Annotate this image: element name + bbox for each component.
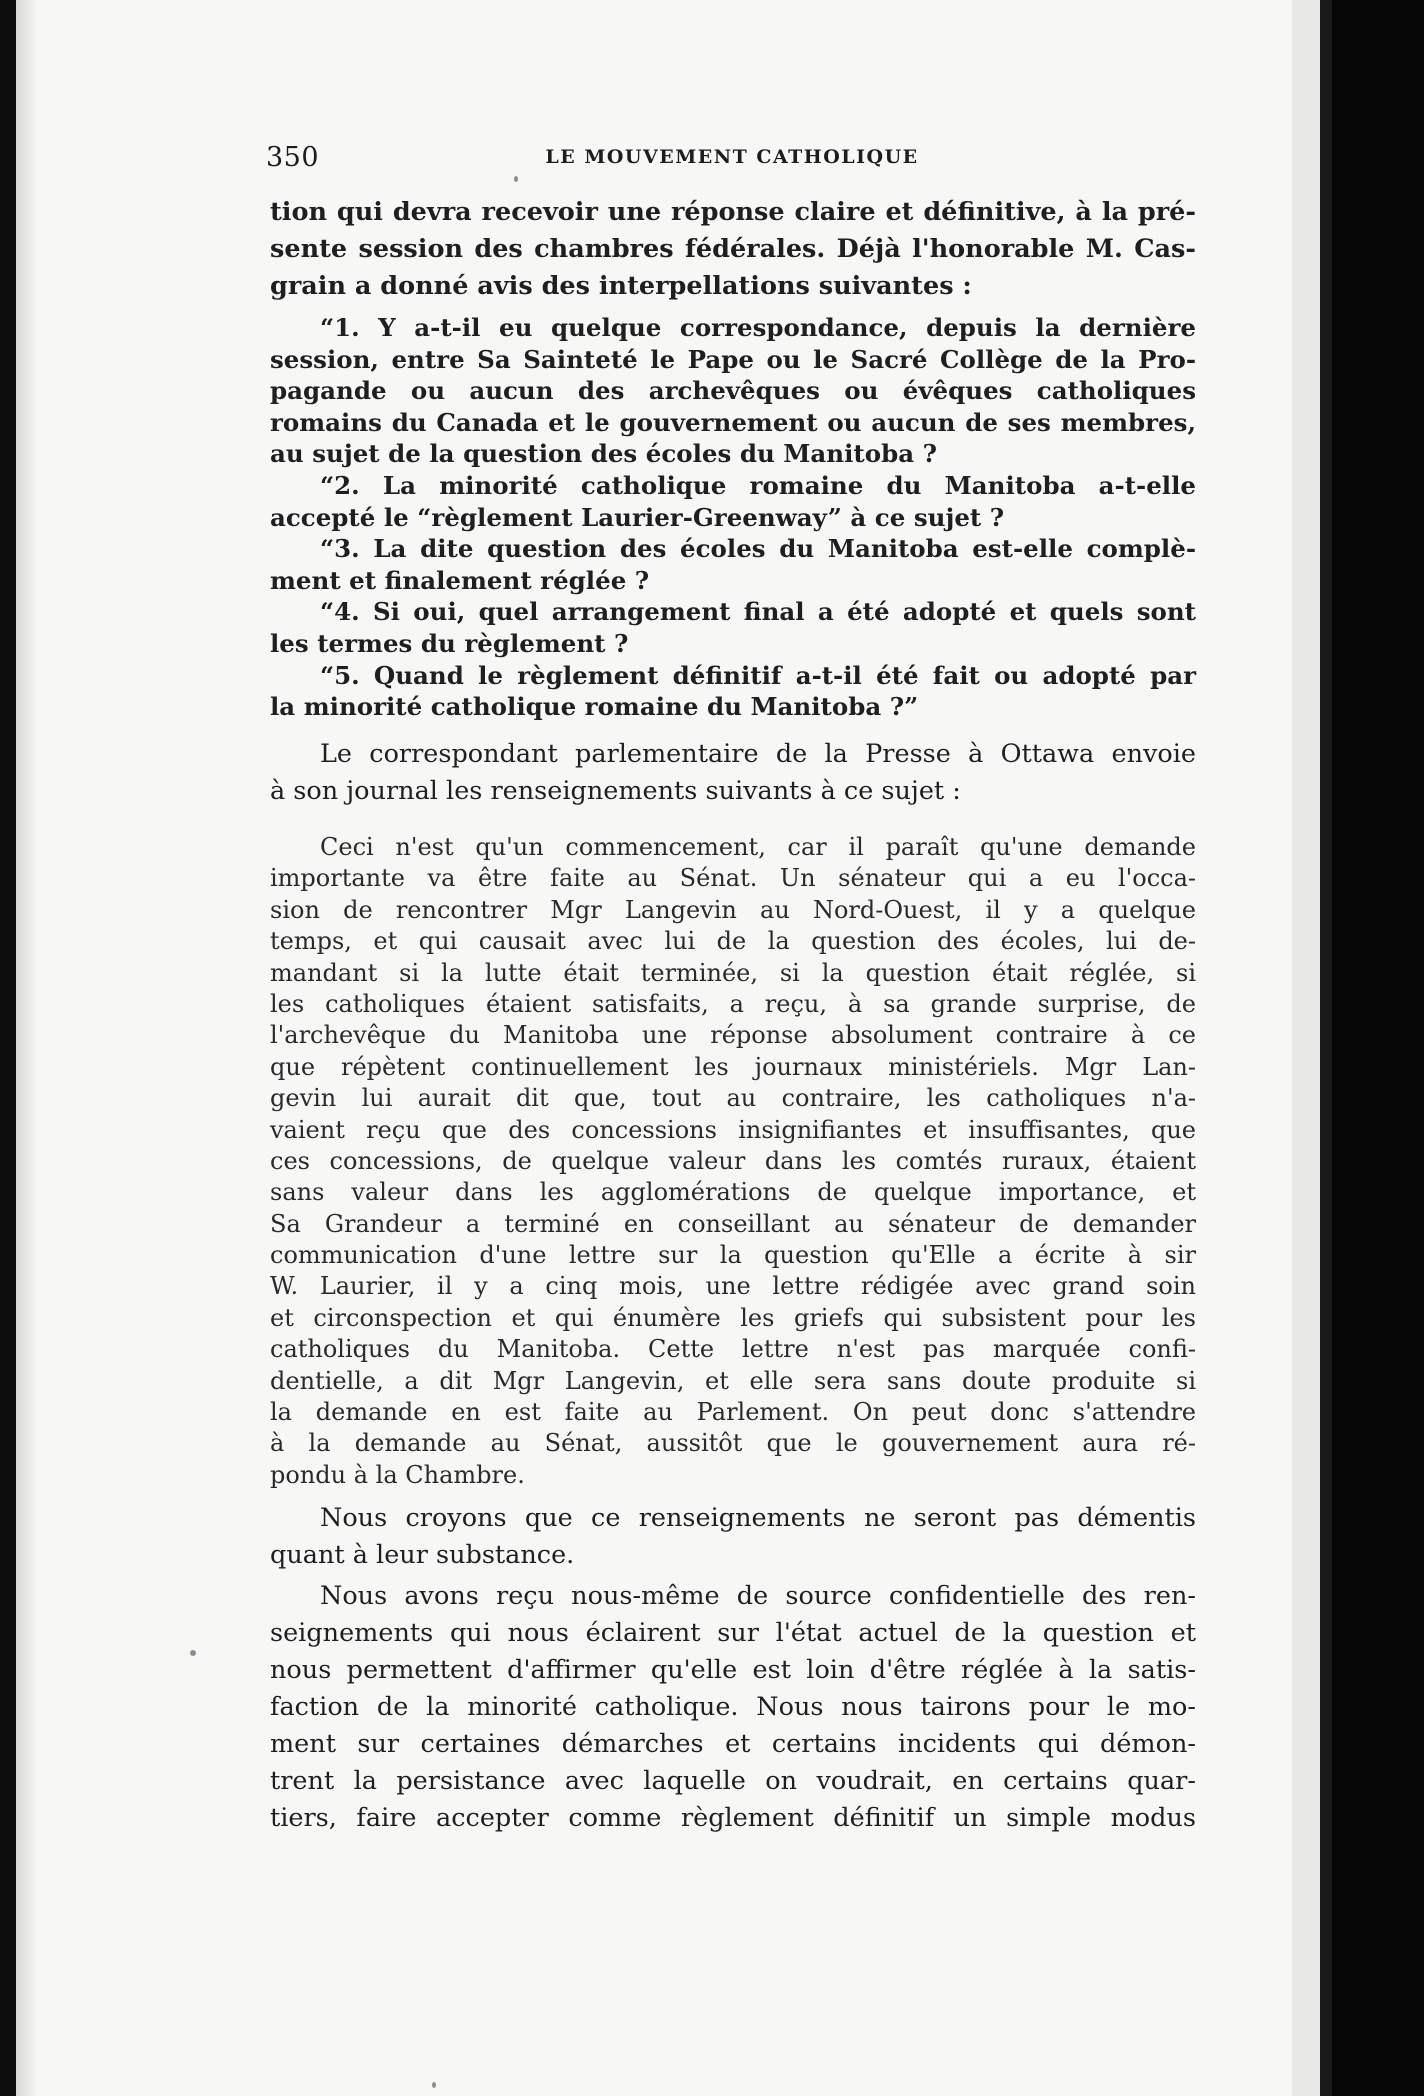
citation-line: sans valeur dans les agglomérations de quelque importance, et (270, 1178, 1196, 1207)
question-line: ment et finalement réglée ? (270, 565, 650, 595)
question-line: accepté le “règlement Laurier-Greenway” à ce sujet ? (270, 502, 1005, 532)
correspondent-paragraph (270, 736, 1196, 810)
belief-paragraph (270, 1500, 1196, 1574)
citation-line: importante va être faite au Sénat. Un sénateur qui a eu l'occa- (270, 864, 1196, 893)
question-line: au sujet de la question des écoles du Manitoba ? (270, 439, 937, 469)
citation-line: l'archevêque du Manitoba une réponse absolument contraire à ce (270, 1021, 1196, 1050)
question-line: la minorité catholique romaine du Manitoba ?” (270, 692, 919, 722)
page-number: 350 (266, 142, 320, 173)
citation-line: mandant si la lutte était terminée, si la question était réglée, si (270, 958, 1196, 987)
citation-line: à la demande au Sénat, aussitôt que le gouvernement aura ré- (270, 1429, 1196, 1458)
paper-speck (432, 2082, 436, 2088)
question-line: “3. La dite question des écoles du Manitoba est-elle complè- (320, 534, 1196, 564)
intro-paragraph (270, 194, 1196, 305)
interpellations-list (270, 312, 1196, 723)
text-line: grain a donné avis des interpellations suivantes : (270, 271, 972, 301)
gutter-shadow (1320, 0, 1332, 2096)
scan-background (1332, 0, 1424, 2096)
citation-line: vaient reçu que des concessions insignifiantes et insuffisantes, que (270, 1115, 1196, 1144)
citation-line: communication d'une lettre sur la question qu'Elle a écrite à sir (270, 1241, 1196, 1270)
text-line: Nous croyons que ce renseignements ne seront pas démentis (320, 1503, 1196, 1533)
text-line: à son journal les renseignements suivants à ce sujet : (270, 776, 961, 806)
running-head: LE MOUVEMENT CATHOLIQUE (545, 146, 919, 168)
closing-paragraph (270, 1578, 1196, 1837)
text-line: tiers, faire accepter comme règlement définitif un simple modus (270, 1803, 1196, 1833)
text-line: Nous avons reçu nous-même de source confidentielle des ren- (320, 1581, 1196, 1611)
text-line: sente session des chambres fédérales. Déjà l'honorable M. Cas- (270, 234, 1196, 264)
question-line: “1. Y a-t-il eu quelque correspondance, depuis la dernière (320, 313, 1196, 342)
paper-speck (190, 1650, 196, 1656)
citation-line: Ceci n'est qu'un commencement, car il paraît qu'une demande (320, 833, 1196, 861)
citation-line: pondu à la Chambre. (270, 1460, 525, 1489)
citation-line: dentielle, a dit Mgr Langevin, et elle sera sans doute produite si (270, 1366, 1196, 1395)
citation-line: catholiques du Manitoba. Cette lettre n'est pas marquée confi- (270, 1335, 1196, 1364)
page-header (266, 142, 1198, 182)
citation-line: Sa Grandeur a terminé en conseillant au sénateur de demander (270, 1209, 1196, 1238)
page-shadow (16, 0, 38, 2096)
citation-line: temps, et qui causait avec lui de la question des écoles, lui de- (270, 927, 1196, 956)
question-line: les termes du règlement ? (270, 628, 629, 658)
text-line: seignements qui nous éclairent sur l'état actuel de la question et (270, 1618, 1196, 1648)
citation-line: les catholiques étaient satisfaits, a reçu, à sa grande surprise, de (270, 989, 1196, 1018)
citation-line: sion de rencontrer Mgr Langevin au Nord-Ouest, il y a quelque (270, 895, 1196, 924)
question-line: “4. Si oui, quel arrangement final a été adopté et quels sont (320, 597, 1196, 627)
text-line: Le correspondant parlementaire de la Presse à Ottawa envoie (320, 739, 1196, 769)
question-line: session, entre Sa Sainteté le Pape ou le Sacré Collège de la Pro- (270, 344, 1196, 374)
text-line: trent la persistance avec laquelle on voudrait, en certains quar- (270, 1766, 1196, 1796)
text-line: nous permettent d'affirmer qu'elle est loin d'être réglée à la satis- (270, 1655, 1196, 1685)
question-line: “2. La minorité catholique romaine du Manitoba a-t-elle (320, 470, 1196, 500)
question-line: “5. Quand le règlement définitif a-t-il été fait ou adopté par (320, 660, 1196, 690)
citation-line: W. Laurier, il y a cinq mois, une lettre rédigée avec grand soin (270, 1272, 1196, 1301)
citation-line: que répètent continuellement les journaux ministériels. Mgr Lan- (270, 1052, 1196, 1081)
text-line: faction de la minorité catholique. Nous nous tairons pour le mo- (270, 1692, 1196, 1722)
page-edge (1292, 0, 1320, 2096)
citation-line: gevin lui aurait dit que, tout au contraire, les catholiques n'a- (270, 1084, 1196, 1113)
text-line: ment sur certaines démarches et certains incidents qui démon- (270, 1729, 1196, 1759)
citation-line: ces concessions, de quelque valeur dans les comtés ruraux, étaient (270, 1146, 1196, 1175)
citation-line: la demande en est faite au Parlement. On peut donc s'attendre (270, 1398, 1196, 1427)
question-line: romains du Canada et le gouvernement ou aucun de ses membres, (270, 407, 1196, 437)
question-line: pagande ou aucun des archevêques ou évêques catholiques (270, 376, 1196, 406)
text-line: tion qui devra recevoir une réponse claire et définitive, à la pré- (270, 197, 1196, 227)
newspaper-citation (270, 832, 1196, 1491)
citation-line: et circonspection et qui énumère les griefs qui subsistent pour les (270, 1303, 1196, 1332)
text-line: quant à leur substance. (270, 1540, 575, 1570)
